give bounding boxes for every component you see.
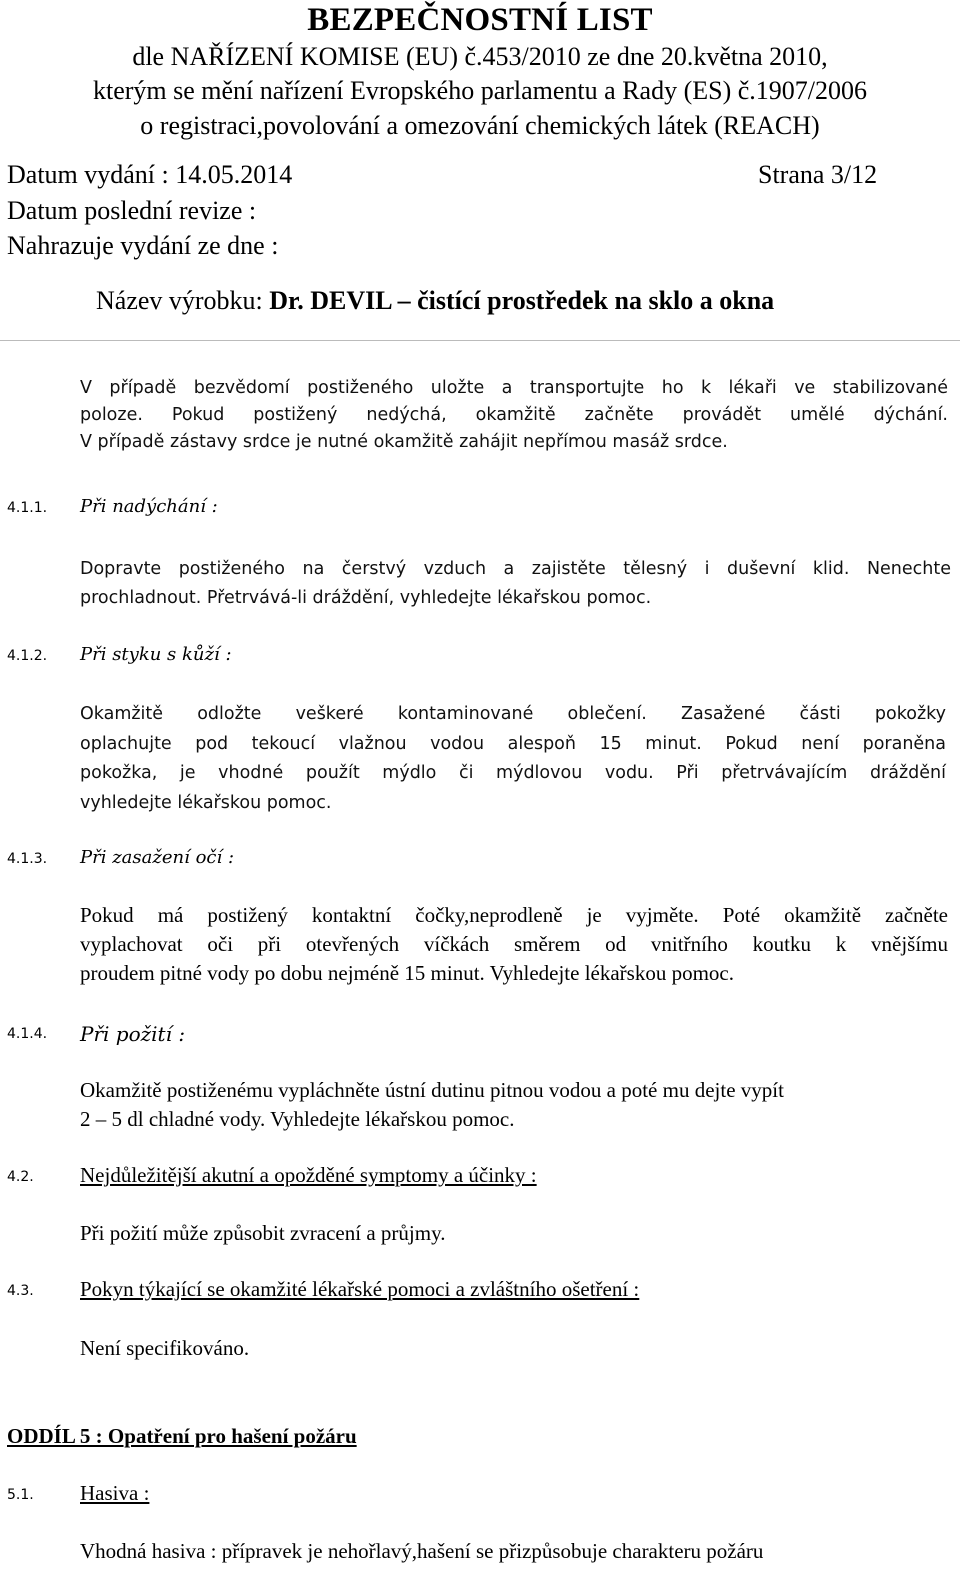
section-number-4-1-3: 4.1.3.: [7, 851, 48, 867]
issue-date: Datum vydání : 14.05.2014: [7, 160, 293, 189]
body-line: vyplachovat oči při otevřených víčkách směrem od vnitřního koutku k vnějšímu: [80, 932, 948, 956]
document-title: BEZPEČNOSTNÍ LIST: [307, 2, 653, 38]
section-number-4-1-2: 4.1.2.: [7, 648, 48, 664]
section-heading-5-1: Hasiva :: [80, 1481, 150, 1505]
body-line: pokožka, je vhodné použít mýdlo či mýdlovou vodu. Při přetrvávajícím dráždění: [80, 763, 946, 783]
body-line: proudem pitné vody po dobu nejméně 15 minut. Vyhledejte lékařskou pomoc.: [80, 961, 734, 985]
section-heading-4-1-2: Při styku s kůží :: [80, 644, 232, 665]
section-body-4-1-2: [80, 700, 946, 818]
product-name-line: [96, 286, 774, 316]
section-number-4-3: 4.3.: [7, 1283, 34, 1299]
replaces-date: Nahrazuje vydání ze dne :: [7, 231, 279, 260]
intro-line-2: poloze. Pokud postižený nedýchá, okamžitě začněte provádět umělé dýchání.: [80, 405, 948, 425]
body-line: oplachujte pod tekoucí vlažnou vodou alespoň 15 minut. Pokud není poraněna: [80, 733, 946, 754]
regulation-line-2: kterým se mění nařízení Evropského parlamentu a Rady (ES) č.1907/2006: [92, 76, 867, 105]
section-body-5-1: Vhodná hasiva : přípravek je nehořlavý,hašení se přizpůsobuje charakteru požáru: [80, 1539, 764, 1563]
intro-line-3: V případě zástavy srdce je nutné okamžitě zahájit nepřímou masáž srdce.: [80, 432, 728, 452]
section-number-4-2: 4.2.: [7, 1169, 34, 1185]
last-revision-date: Datum poslední revize :: [7, 196, 257, 225]
body-line: Pokud má postižený kontaktní čočky,neprodleně je vyjměte. Poté okamžitě začněte: [80, 903, 948, 927]
section-body-4-1-4: [80, 1076, 960, 1134]
header-divider: [0, 340, 960, 341]
product-label: Název výrobku:: [96, 286, 263, 315]
body-line: 2 – 5 dl chladné vody. Vyhledejte lékařskou pomoc.: [80, 1107, 515, 1131]
body-line: vyhledejte lékařskou pomoc.: [80, 792, 332, 813]
section-heading-4-2: Nejdůležitější akutní a opožděné symptomy a účinky :: [80, 1163, 537, 1187]
page-number: Strana 3/12: [758, 160, 878, 189]
regulation-line-1: dle NAŘÍZENÍ KOMISE (EU) č.453/2010 ze dne 20.května 2010,: [132, 42, 828, 71]
regulation-line-3: o registraci,povolování a omezování chemických látek (REACH): [140, 111, 820, 140]
section-body-4-2: Při požití může způsobit zvracení a průjmy.: [80, 1221, 446, 1245]
section-number-5-1: 5.1.: [7, 1487, 34, 1503]
section-body-4-3: Není specifikováno.: [80, 1336, 250, 1360]
body-line: prochladnout. Přetrvává-li dráždění, vyhledejte lékařskou pomoc.: [80, 588, 652, 608]
intro-line-1: V případě bezvědomí postiženého uložte a transportujte ho k lékaři ve stabilizované: [80, 378, 948, 398]
product-name: Dr. DEVIL – čistící prostředek na sklo a okna: [269, 286, 775, 315]
body-line: Okamžitě postiženému vypláchněte ústní dutinu pitnou vodou a poté mu dejte vypít: [80, 1078, 784, 1102]
section-body-4-1-3: [80, 901, 948, 988]
section-heading-4-1-4: Při požití :: [80, 1022, 186, 1046]
section-heading-4-1-3: Při zasažení očí :: [80, 847, 235, 868]
section-body-4-1-1: [80, 555, 951, 613]
section-heading-4-1-1: Při nadýchání :: [80, 496, 218, 517]
section-number-4-1-4: 4.1.4.: [7, 1026, 48, 1042]
body-line: Okamžitě odložte veškeré kontaminované oblečení. Zasažené části pokožky: [80, 704, 946, 724]
body-line: Dopravte postiženého na čerstvý vzduch a zajistěte tělesný i duševní klid. Nenechte: [80, 559, 951, 579]
intro-paragraph: [80, 375, 948, 456]
section-5-heading: ODDÍL 5 : Opatření pro hašení požáru: [7, 1424, 357, 1448]
section-number-4-1-1: 4.1.1.: [7, 500, 48, 516]
section-heading-4-3: Pokyn týkající se okamžité lékařské pomoci a zvláštního ošetření :: [80, 1277, 640, 1301]
